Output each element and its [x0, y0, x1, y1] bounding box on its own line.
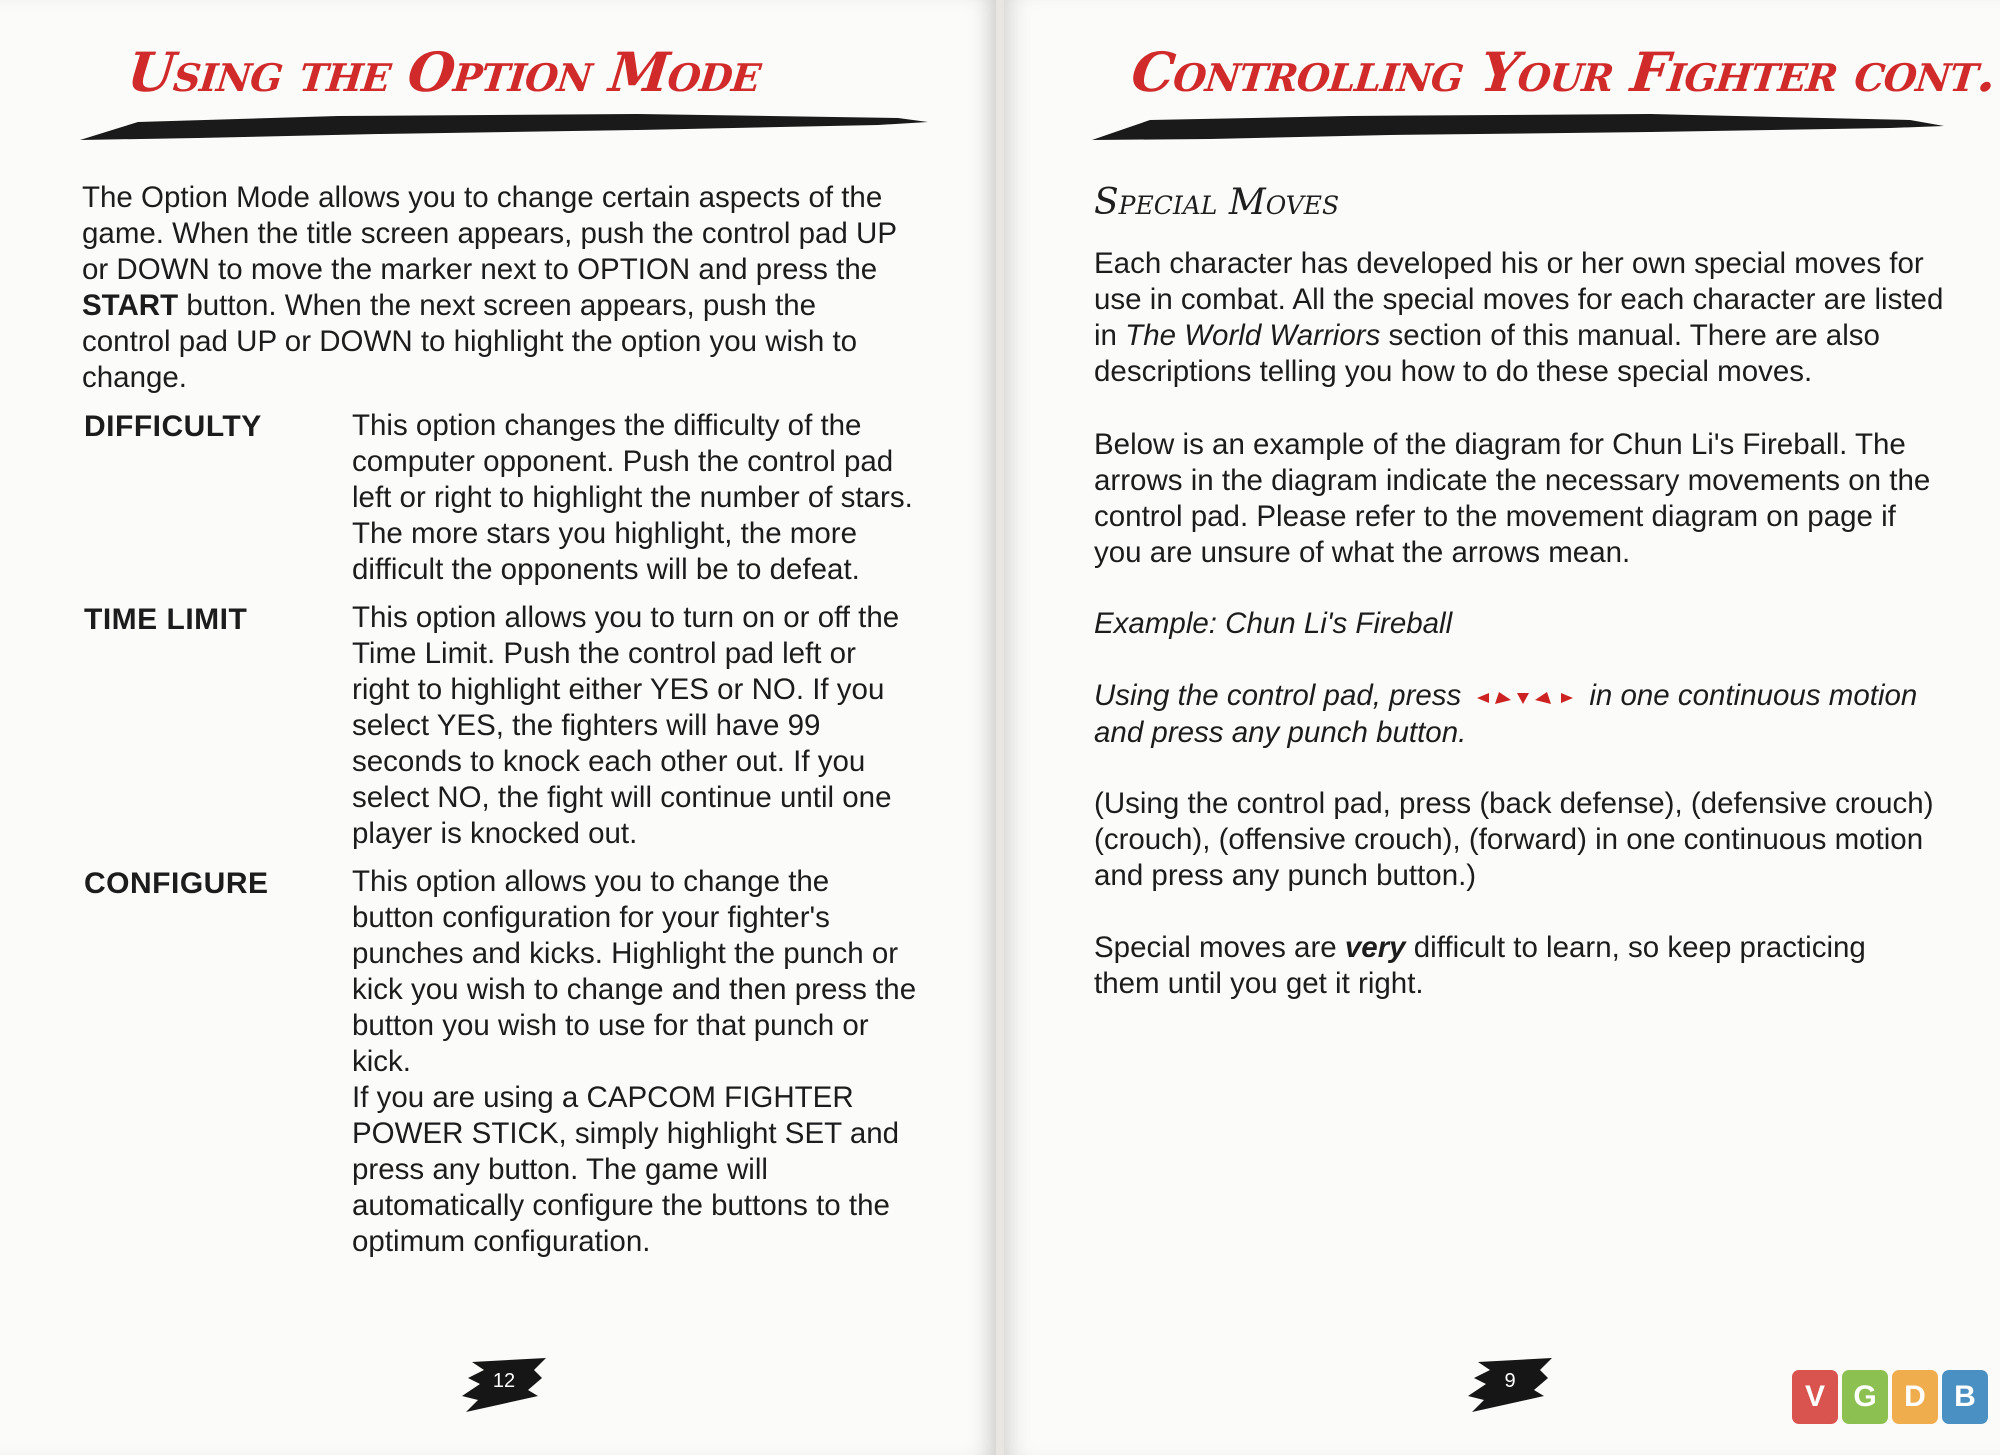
left-page: [0, 0, 996, 1455]
option-desc-configure: This option allows you to change the button configuration for your fighter's punches and kicks. Highlight the punch or kick you wish to change and then press the button you wish to use for that punch or kick.: [352, 865, 917, 1078]
para1-text-a: Each character has developed his or her own special moves for use in combat. All the special moves for each character are listed in: [1094, 247, 1944, 352]
page-number-badge-right: [1464, 1356, 1556, 1414]
vgdb-tile-g: G: [1842, 1370, 1888, 1424]
example-text-b: in one continuous motion and press any punch button.: [1094, 679, 1918, 750]
option-label-time-limit: TIME LIMIT: [84, 603, 248, 636]
intro-text-1: The Option Mode allows you to change certain aspects of the game. When the title screen appears, push the control pad UP or DOWN to move the marker next to OPTION and press the: [82, 181, 897, 286]
heading-brush-stroke: [78, 108, 930, 146]
option-label-configure: CONFIGURE: [84, 867, 269, 900]
closing-text-a: Special moves are: [1094, 931, 1345, 964]
special-moves-para-1: [1094, 246, 1944, 390]
intro-text-2: button. When the next screen appears, push the control pad UP or DOWN to highlight the option you wish to change.: [82, 289, 858, 394]
down-arrow-icon: [1517, 693, 1529, 704]
para1-text-b: section of this manual. There are also descriptions telling you how to do these special moves.: [1094, 319, 1880, 388]
parenthetical-description: (Using the control pad, press (back defense), (defensive crouch) (crouch), (offensive crouch), (forward) in one continuous motion and press any punch button.): [1094, 787, 1934, 892]
heading-brush-stroke-right: [1090, 108, 1946, 146]
down-back-arrow-icon: [1495, 692, 1511, 704]
closing-paragraph: [1094, 930, 1924, 1002]
forward-arrow-icon: [1561, 693, 1573, 703]
closing-text-b: difficult to learn, so keep practicing them until you get it right.: [1094, 931, 1866, 1000]
very-emphasis: very: [1344, 931, 1406, 964]
fireball-motion-arrows: [1477, 679, 1573, 715]
arrow-sequence-icon: [1477, 690, 1573, 706]
vgdb-watermark-logo: [1792, 1370, 1988, 1424]
page-number-left: 12: [492, 1370, 516, 1392]
option-desc-time-limit: This option allows you to turn on or off the Time Limit. Push the control pad left or right to highlight either YES or NO. If you select YES, the fighters will have 99 seconds to knock each other out. If you select NO, the fight will continue until one player is knocked out.: [352, 601, 900, 850]
page-number-badge-left: [458, 1356, 550, 1414]
special-moves-para-2: Below is an example of the diagram for Chun Li's Fireball. The arrows in the diagram indicate the necessary movements on the control pad. Please refer to the movement diagram on page if you are unsure of what the arrows mean.: [1094, 428, 1931, 569]
option-mode-intro: [82, 180, 912, 396]
example-text-a: Using the control pad, press: [1094, 679, 1462, 712]
option-label-difficulty: DIFFICULTY: [84, 410, 262, 443]
vgdb-tile-d: D: [1892, 1370, 1938, 1424]
option-desc-difficulty: This option changes the difficulty of the computer opponent. Push the control pad left or right to highlight the number of stars. The more stars you highlight, the more difficult the opponents will be to defeat.: [352, 409, 913, 586]
special-moves-subheading: Special Moves: [1094, 182, 1340, 223]
left-page-heading: Using the Option Mode: [124, 40, 764, 104]
right-page: [1004, 0, 2000, 1455]
world-warriors-title: The World Warriors: [1125, 319, 1381, 352]
option-desc-configure-power-stick: If you are using a CAPCOM FIGHTER POWER STICK, simply highlight SET and press any button. The game will automatically configure the buttons to the optimum configuration.: [352, 1081, 900, 1258]
back-arrow-icon: [1477, 693, 1489, 703]
start-word: START: [82, 289, 179, 322]
example-title: Example: Chun Li's Fireball: [1094, 607, 1453, 640]
example-instruction: [1094, 678, 1924, 751]
vgdb-tile-b: B: [1942, 1370, 1988, 1424]
vgdb-tile-v: V: [1792, 1370, 1838, 1424]
right-page-heading: Controlling Your Fighter cont.: [1128, 40, 1999, 104]
page-number-right: 9: [1504, 1370, 1516, 1392]
down-forward-arrow-icon: [1535, 692, 1551, 704]
